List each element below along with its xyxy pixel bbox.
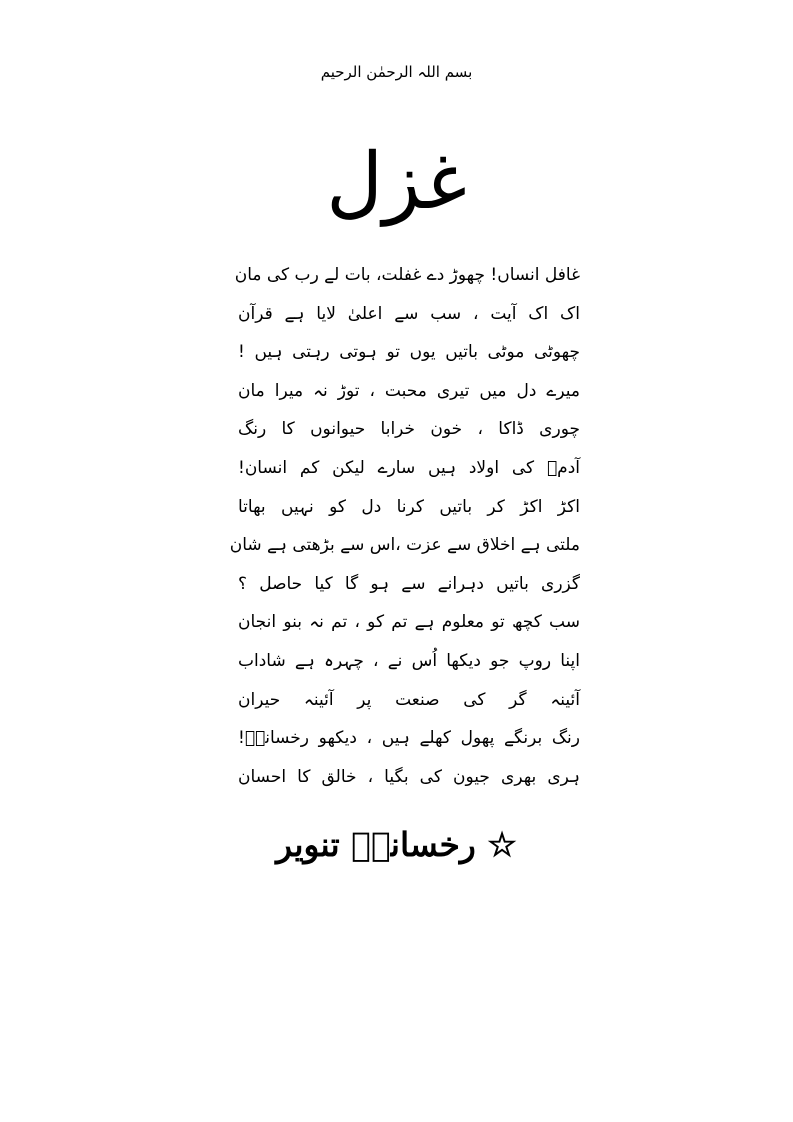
verse-line: ملتی ہے اخلاق سے عزت ،اس سے بڑھتی ہے شان [229, 535, 580, 556]
verse-line: چوری ڈاکا ، خون خرابا حیوانوں کا رنگ [238, 419, 580, 440]
bismillah-heading: بسم اللہ الرحمٰن الرحیم [320, 63, 473, 81]
poem-verses [229, 256, 580, 796]
verse-line: رنگ برنگے پھول کھلے ہیں ، دیکھو رخسانہؔ! [238, 728, 580, 749]
poet-signature: ☆ رخسانہؔ تنویر [276, 825, 517, 864]
verse-line: سب کچھ تو معلوم ہے تم کو ، تم نہ بنو انجان [238, 612, 580, 633]
verse-line: غافل انساں! چھوڑ دے غفلت، بات لے رب کی مان [234, 265, 580, 285]
poem-title: غزل [326, 137, 467, 227]
verse-line: اک اک آیت ، سب سے اعلیٰ لایا ہے قرآن [238, 303, 580, 324]
verse-line: میرے دل میں تیری محبت ، توڑ نہ میرا مان [238, 380, 580, 401]
verse-line: اکڑ اکڑ کر باتیں کرنا دل کو نہیں بھاتا [238, 496, 580, 517]
verse-line: ہری بھری جیون کی بگیا ، خالق کا احسان [238, 766, 580, 787]
verse-line: اپنا روپ جو دیکھا اُس نے ، چہرہ ہے شاداب [238, 650, 580, 671]
verse-line: چھوٹی موٹی باتیں یوں تو ہوتی رہتی ہیں ! [238, 342, 580, 363]
verse-line: آئینہ گر کی صنعت پر آئینہ حیران [238, 689, 580, 710]
verse-line: گزری باتیں دہرانے سے ہو گا کیا حاصل ؟ [238, 573, 580, 594]
verse-line: آدمؑ کی اولاد ہیں سارے لیکن کم انسان! [238, 457, 580, 478]
